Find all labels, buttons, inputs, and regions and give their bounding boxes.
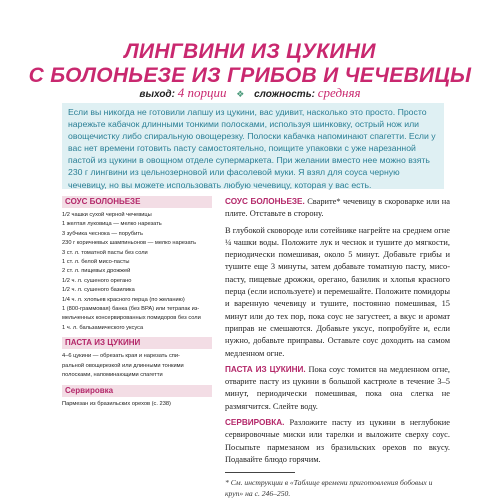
ingredient-item: Пармезан из бразильских орехов (с. 238)	[62, 400, 171, 407]
pasta-ingredients-heading: ПАСТА ИЗ ЦУКИНИ	[62, 337, 212, 349]
ingredient-item: 1/4 ч. л. хлопьев красного перца (по желанию)	[62, 296, 185, 303]
serving-list	[62, 400, 212, 409]
serving-heading: Сервировка	[62, 385, 212, 397]
footnote-divider	[225, 472, 295, 473]
yield-label: выход:	[139, 89, 175, 100]
method-step	[225, 364, 450, 413]
intro-box: Если вы никогда не готовили лапшу из цукини, вас удивит, насколько это просто. Просто нарежьте кабачок длинными тонкими полосками, используя шинковку, острый нож или овощечистку либо спиральную овощерезку. Полоски кабачка напоминают спагетти. Если у вас нет времени готовить пасту самостоятельно, поищите упаковки с уже нарезанной пастой из цукини в овощном отделе супермаркета. При желании вместо нее можно взять 230 г лингвини из цельнозерновой или фасолевой муки. Я взял для соуса черную чечевицу, но вы можете использовать любую чечевицу, которая у вас есть.	[62, 103, 444, 189]
ingredients-column	[62, 196, 212, 409]
ingredient-item: 2 ст. л. пищевых дрожжей	[62, 268, 131, 275]
sauce-ingredients-heading: СОУС БОЛОНЬЕЗЕ	[62, 196, 212, 208]
step-keyword: ПАСТА ИЗ ЦУКИНИ.	[225, 364, 306, 374]
ingredient-item: 1 (800-граммовая) банка (без BPA) или тетрапак из-	[62, 306, 200, 313]
yield-value: 4 порции	[177, 85, 227, 100]
ingredient-item: мельченных консервированных помидоров без соли	[62, 315, 201, 322]
ingredient-item: 1 желтая луковица — мелко нарезать	[62, 221, 162, 228]
method-step	[225, 225, 450, 360]
pasta-ingredients-list	[62, 352, 212, 380]
ingredient-item: 1 ч. л. бальзамического уксуса	[62, 324, 144, 331]
ingredient-item: 1/2 ч. л. сушеного базилика	[62, 287, 135, 294]
step-text: Сварите* чечевицу в скороварке или на плите. Отставьте в сторону.	[225, 197, 450, 219]
ingredient-item: полосками, напоминающими спагетти	[62, 372, 163, 379]
step-keyword: СЕРВИРОВКА.	[225, 418, 285, 428]
ingredient-item: 1 ст. л. белой мисо-пасты	[62, 259, 130, 266]
step-keyword: СОУС БОЛОНЬЕЗЕ.	[225, 197, 305, 206]
step-text: В глубокой сковороде или сотейнике нагрейте на среднем огне ¼ чашки воды. Положите лук и чеснок и тушите до мягкости, периодически помешивая, около 5 минут. Добавьте грибы и тушите еще 3 минуты, затем добавьте томатную пасту, мисо-пасту, пищевые дрожжи, орегано, базилик и хлопья красного перца (если используете) и перемешайте. Положите помидоры и варенную чечевицу и тушите, постоянно помешивая, 15 минут или до тех пор, пока соус не загустеет, а вкус и аромат приправ не смешаются. Добавьте уксус, попробуйте и, если нужно, добавьте приправы. Оставьте соус доходить на самом медленном огне.	[225, 225, 450, 358]
diamond-separator-icon: ❖	[236, 89, 245, 99]
ingredient-item: ральной овощерезкой или длинными тонкими	[62, 362, 184, 369]
ingredient-item: 1/2 ч. л. сушеного орегано	[62, 277, 132, 284]
sauce-ingredients-list	[62, 211, 212, 333]
ingredient-item: 4–6 цукини — обрезать края и нарезать спи-	[62, 353, 180, 360]
recipe-title	[0, 40, 500, 88]
ingredient-item: 230 г коричневых шампиньонов — мелко нарезать	[62, 240, 197, 247]
ingredient-item: 3 зубчика чеснока — порубить	[62, 230, 143, 237]
recipe-title-line-1: ЛИНГВИНИ ИЗ ЦУКИНИ	[124, 40, 376, 63]
difficulty-label: сложность:	[254, 89, 315, 100]
footnote: * См. инструкции в «Таблице времени приготовления бобовых и круп» на с. 246–250.	[225, 478, 433, 499]
step-text: Разложите пасту из цукини в неглубокие сервировочные миски или тарелки и выложите сверху соус. Посыпьте пармезаном из бразильских орехов по вкусу. Подавайте блюдо горячим.	[225, 418, 450, 464]
recipe-title-line-2: С БОЛОНЬЕЗЕ ИЗ ГРИБОВ И ЧЕЧЕВИЦЫ	[28, 64, 472, 87]
difficulty-value: средняя	[317, 85, 361, 100]
ingredient-item: 3 ст. л. томатной пасты без соли	[62, 249, 148, 256]
method-column	[225, 196, 450, 499]
step-text: Пока соус томится на медленном огне, отварите пасту из цукини в большой кастрюле в течение 3–5 минут, периодически помешивая, пока она слегка не размягчится. Слейте воду.	[225, 364, 451, 411]
ingredient-item: 1/2 чашки сухой черной чечевицы	[62, 212, 152, 218]
method-step	[225, 417, 450, 466]
method-step	[225, 196, 450, 221]
recipe-meta	[0, 86, 500, 102]
